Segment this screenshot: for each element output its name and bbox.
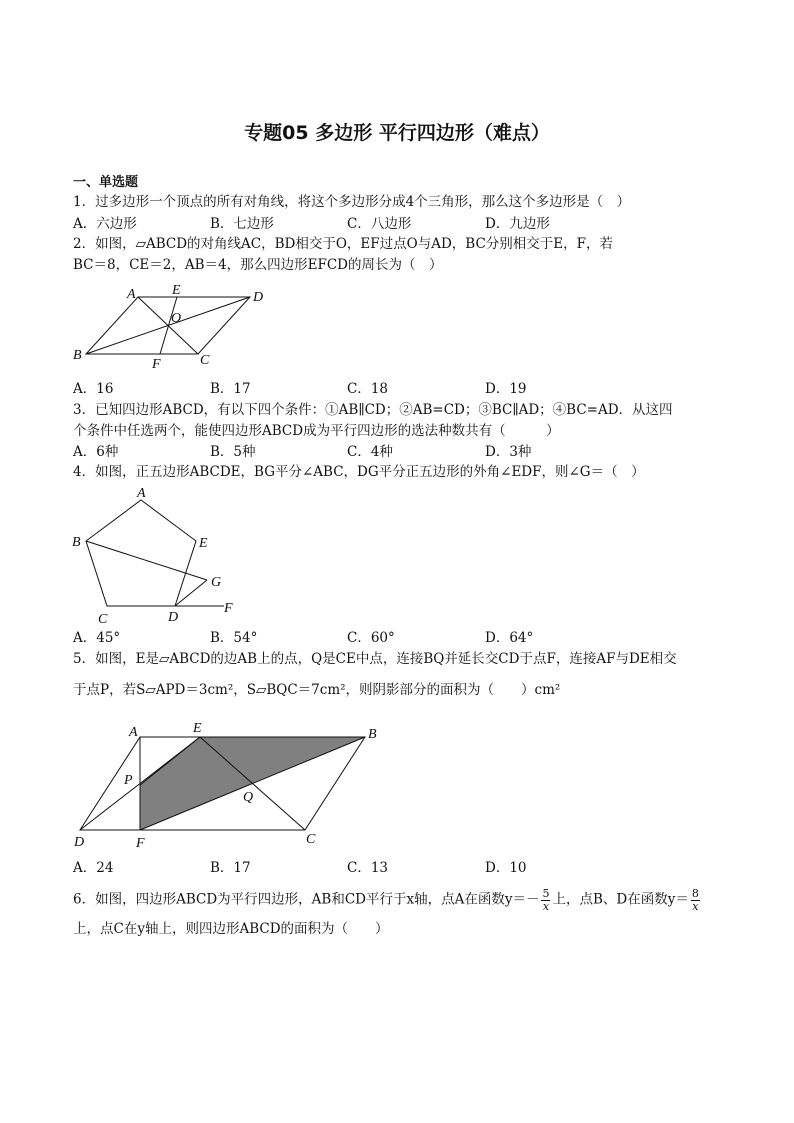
q2-option-a: A．16 <box>73 381 114 397</box>
q4-label-d: D <box>168 610 179 625</box>
q5-option-d: D．10 <box>485 860 527 876</box>
q5-label-q: Q <box>243 790 254 805</box>
question-4-text: 4．如图，正五边形ABCDE，BG平分∠ABC，DG平分正五边形的外角∠EDF，则∠G＝（ ） <box>73 464 645 480</box>
q3-option-a: A．6种 <box>73 444 119 460</box>
q5-label-a: A <box>129 725 138 740</box>
q6-text-part2: 上，点B、D在函数y＝ <box>552 891 689 908</box>
question-5-line1: 5．如图，E是▱ABCD的边AB上的点，Q是CE中点，连接BQ并延长交CD于点F，连接AF与DE相交 <box>73 651 677 667</box>
q2-label-o: O <box>171 311 182 326</box>
q1-option-b: B．七边形 <box>210 216 274 232</box>
q2-label-f: F <box>152 357 161 372</box>
q1-option-a: A．六边形 <box>73 216 137 232</box>
q3-option-c: C．4种 <box>347 444 393 460</box>
q4-label-a: A <box>137 486 146 501</box>
q5-label-e: E <box>193 721 202 736</box>
q6-fraction-5-over-x: $\frac{5}{x}$ <box>542 887 550 913</box>
q5-label-b: B <box>368 727 377 742</box>
q1-option-d: D．九边形 <box>485 216 550 232</box>
q4-label-e: E <box>199 536 208 551</box>
q4-option-a: A．45° <box>73 630 121 646</box>
q2-option-b: B．17 <box>210 381 251 397</box>
q5-label-f: F <box>136 836 145 851</box>
q4-label-b: B <box>72 535 81 550</box>
q5-option-c: C．13 <box>347 860 389 876</box>
q3-option-b: B．5种 <box>210 444 256 460</box>
q1-option-c: C．八边形 <box>347 216 412 232</box>
q5-label-c: C <box>306 832 316 847</box>
q2-label-a: A <box>127 287 136 302</box>
question-6-line1 <box>73 888 702 912</box>
q2-label-b: B <box>73 348 82 363</box>
question-3-line1: 3．已知四边形ABCD，有以下四个条件：①AB∥CD；②AB=CD；③BC∥AD；④BC=AD．从这四 <box>73 402 673 418</box>
q5-label-p: P <box>124 773 133 788</box>
question-2-line1: 2．如图，▱ABCD的对角线AC，BD相交于O，EF过点O与AD，BC分别相交于E，F，若 <box>73 236 614 252</box>
q2-option-c: C．18 <box>347 381 389 397</box>
question-1-text: 1．过多边形一个顶点的所有对角线，将这个多边形分成4个三角形，那么这个多边形是（ ） <box>73 194 631 210</box>
q4-option-c: C．60° <box>347 630 395 646</box>
q4-label-g: G <box>211 575 222 590</box>
q4-option-d: D．64° <box>485 630 534 646</box>
q2-label-e: E <box>172 283 181 298</box>
q2-option-d: D．19 <box>485 381 527 397</box>
q6-text-part1: 6．如图，四边形ABCD为平行四边形，AB和CD平行于x轴，点A在函数y＝－ <box>73 891 540 908</box>
q4-label-f: F <box>224 601 233 616</box>
question-3-line2: 个条件中任选两个，能使四边形ABCD成为平行四边形的选法种数共有（ ） <box>73 423 560 439</box>
q4-label-c: C <box>98 612 108 627</box>
q2-label-d: D <box>253 290 264 305</box>
q2-label-c: C <box>200 353 210 368</box>
section-heading: 一、单选题 <box>73 175 139 190</box>
question-2-line2: BC＝8，CE＝2，AB＝4，那么四边形EFCD的周长为（ ） <box>73 257 443 273</box>
question-6-line2: 上，点C在y轴上，则四边形ABCD的面积为（ ） <box>73 921 389 937</box>
q5-option-b: B．17 <box>210 860 251 876</box>
q3-option-d: D．3种 <box>485 444 532 460</box>
q5-option-a: A．24 <box>73 860 114 876</box>
q6-fraction-8-over-x: $\frac{8}{x}$ <box>691 887 699 913</box>
q5-label-d: D <box>74 835 85 850</box>
page-title: 专题05 多边形 平行四边形（难点） <box>244 122 550 144</box>
question-5-line2: 于点P，若S▱APD＝3cm²，S▱BQC＝7cm²，则阴影部分的面积为（ ）cm² <box>73 682 561 698</box>
q4-option-b: B．54° <box>210 630 258 646</box>
